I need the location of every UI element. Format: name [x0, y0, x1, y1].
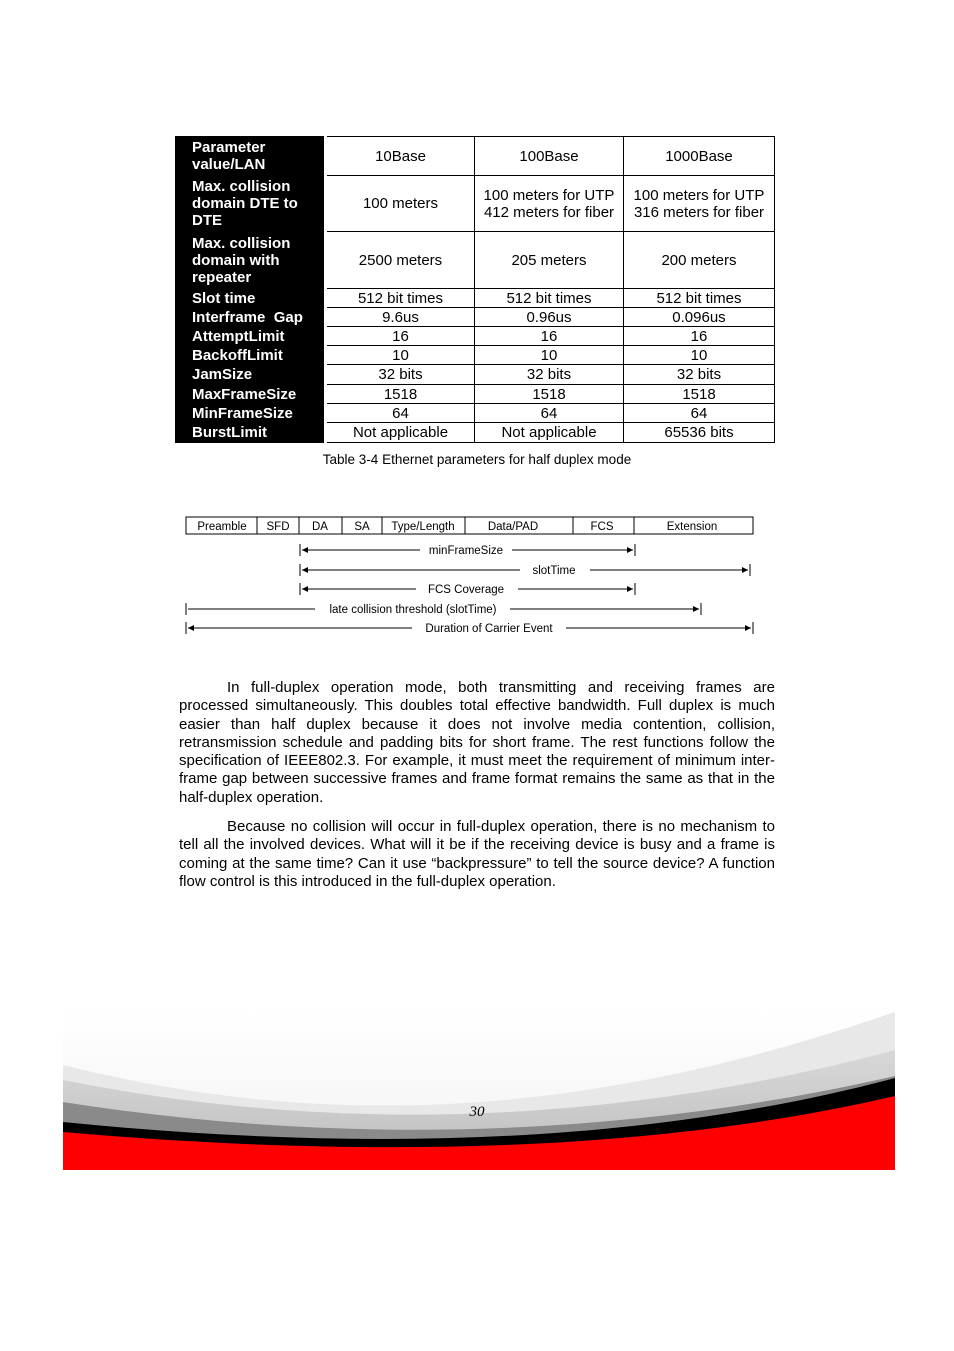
field-extension: Extension: [666, 521, 718, 533]
frame-format-diagram: [180, 510, 760, 640]
column-header: 10Base: [326, 137, 475, 176]
table-cell: 2500 meters: [326, 232, 475, 289]
fcs-coverage-span: [300, 583, 635, 596]
table-cell: 205 meters: [475, 232, 624, 289]
table-row: [176, 404, 775, 423]
table-cell: 64: [624, 404, 775, 423]
table-corner-header: Parameter value/LAN: [176, 137, 326, 176]
body-paragraph: Because no collision will occur in full-duplex operation, there is no mechanism to tell all the involved devices. What will it be if the receiving device is busy and a frame is coming at the same time? Can it use “backpressure” to tell the source device? A function flow control is this introduced in the full-duplex operation.: [179, 818, 775, 890]
footer-swoosh-decoration: [63, 1010, 895, 1170]
table-cell: 9.6us: [326, 308, 475, 327]
span-label: minFrameSize: [428, 545, 504, 557]
table-cell: 512 bit times: [475, 289, 624, 308]
table-cell: 16: [624, 327, 775, 346]
body-paragraph: In full-duplex operation mode, both transmitting and receiving frames are processed simultaneously. This doubles total effective bandwidth. Full duplex is much easier than half duplex because it does not involve media contention, collision, retransmission schedule and padding bits for short frame. The rest functions follow the specification of IEEE802.3. For example, it must meet the requirement of minimum inter-frame gap between successive frames and frame format remains the same as that in the half-duplex operation.: [179, 679, 775, 806]
ethernet-parameters-table: [175, 136, 775, 443]
span-label: slotTime: [532, 565, 576, 577]
table-row: [176, 232, 775, 289]
field-data-pad: Data/PAD: [487, 521, 539, 533]
table-cell: 512 bit times: [326, 289, 475, 308]
row-label: JamSize: [176, 365, 326, 385]
table-cell: 32 bits: [624, 365, 775, 385]
table-cell: 64: [326, 404, 475, 423]
table-cell: 1518: [475, 385, 624, 404]
table-header-row: [176, 137, 775, 176]
table-row: [176, 308, 775, 327]
table-cell: 100 meters: [326, 176, 475, 232]
table-cell: 1518: [326, 385, 475, 404]
field-da: DA: [312, 521, 328, 533]
table-cell: 65536 bits: [624, 423, 775, 443]
row-label: MaxFrameSize: [176, 385, 326, 404]
table-cell: 0.096us: [624, 308, 775, 327]
table-cell: 10: [475, 346, 624, 365]
table-row: [176, 327, 775, 346]
table-cell: 10: [624, 346, 775, 365]
table-cell: Not applicable: [475, 423, 624, 443]
table-cell: 32 bits: [475, 365, 624, 385]
table-cell: 32 bits: [326, 365, 475, 385]
table-cell: 1518: [624, 385, 775, 404]
span-label: late collision threshold (slotTime): [329, 604, 497, 616]
table-row: [176, 385, 775, 404]
table-cell: 100 meters for UTP 316 meters for fiber: [624, 176, 775, 232]
field-sa: SA: [354, 521, 370, 533]
row-label: Interframe Gap: [176, 308, 326, 327]
table-cell: 0.96us: [475, 308, 624, 327]
field-fcs: FCS: [590, 521, 614, 533]
row-label: AttemptLimit: [176, 327, 326, 346]
table-cell: 16: [475, 327, 624, 346]
table-cell: 10: [326, 346, 475, 365]
table-row: [176, 176, 775, 232]
min-frame-size-span: [300, 544, 635, 557]
carrier-event-span: [186, 622, 753, 635]
page-number: 30: [469, 1104, 485, 1120]
span-label: FCS Coverage: [427, 584, 505, 596]
row-label: MinFrameSize: [176, 404, 326, 423]
row-label: Slot time: [176, 289, 326, 308]
table-row: [176, 365, 775, 385]
table-caption: Table 3-4 Ethernet parameters for half duplex mode: [322, 452, 632, 467]
table-row: [176, 423, 775, 443]
span-label: Duration of Carrier Event: [425, 623, 553, 635]
row-label: Max. collision domain DTE to DTE: [176, 176, 326, 232]
column-header: 100Base: [475, 137, 624, 176]
field-sfd: SFD: [266, 521, 290, 533]
field-type-length: Type/Length: [391, 521, 455, 533]
table-cell: 16: [326, 327, 475, 346]
table-cell: 200 meters: [624, 232, 775, 289]
table-cell: Not applicable: [326, 423, 475, 443]
table-row: [176, 289, 775, 308]
table-row: [176, 346, 775, 365]
table-cell: 100 meters for UTP 412 meters for fiber: [475, 176, 624, 232]
field-preamble: Preamble: [197, 521, 247, 533]
late-collision-span: [186, 603, 701, 616]
table-cell: 512 bit times: [624, 289, 775, 308]
row-label: BurstLimit: [176, 423, 326, 443]
column-header: 1000Base: [624, 137, 775, 176]
table-cell: 64: [475, 404, 624, 423]
row-label: Max. collision domain with repeater: [176, 232, 326, 289]
row-label: BackoffLimit: [176, 346, 326, 365]
slot-time-span: [300, 564, 750, 577]
